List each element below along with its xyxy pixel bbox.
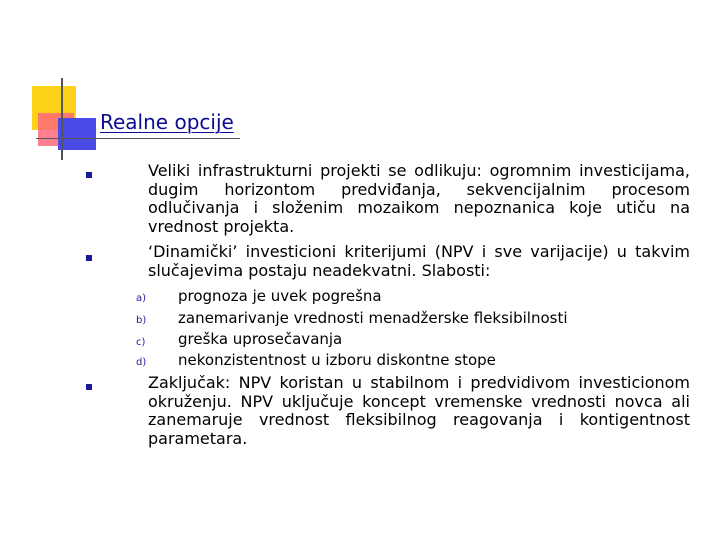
bullet-text-2: ‘Dinamički’ investicioni kriterijumi (NPV i sve varijacije) u takvim slučajevima postaju neadekvatni. Slabosti: xyxy=(148,242,690,280)
bullet-marker xyxy=(86,384,92,390)
subitem-marker-c: c) xyxy=(136,337,146,348)
bullet-marker xyxy=(86,255,92,261)
subitem-text-c: greška uprosečavanja xyxy=(178,330,343,348)
subitem-text-a: prognoza je uvek pogrešna xyxy=(178,287,382,305)
subitem-text-d: nekonzistentnost u izboru diskontne stope xyxy=(178,351,496,369)
bullet-text-3: Zaključak: NPV koristan u stabilnom i predvidivom investicionom okruženju. NPV uključuje koncept vremenske vrednosti novca ali zanemaruje vrednost fleksibilnog reagovanja i kontigentnost parametara. xyxy=(148,373,690,448)
subitem-text-b: zanemarivanje vrednosti menadžerske fleksibilnosti xyxy=(178,309,568,327)
slide-title: Realne opcije xyxy=(100,110,234,134)
bullet-marker xyxy=(86,172,92,178)
decor-vertical-line xyxy=(61,78,63,160)
decor-horizontal-line xyxy=(36,138,240,139)
subitem-marker-a: a) xyxy=(136,293,147,304)
decor-blue-square xyxy=(58,118,96,150)
bullet-text-1: Veliki infrastrukturni projekti se odlikuju: ogromnim investicijama, dugim horizontom predviđanja, sekvencijalnim procesom odlučivanja i složenim mozaikom nepoznanica koje utiču na vrednost projekta. xyxy=(148,161,690,236)
subitem-marker-d: d) xyxy=(136,357,147,368)
subitem-marker-b: b) xyxy=(136,315,147,326)
